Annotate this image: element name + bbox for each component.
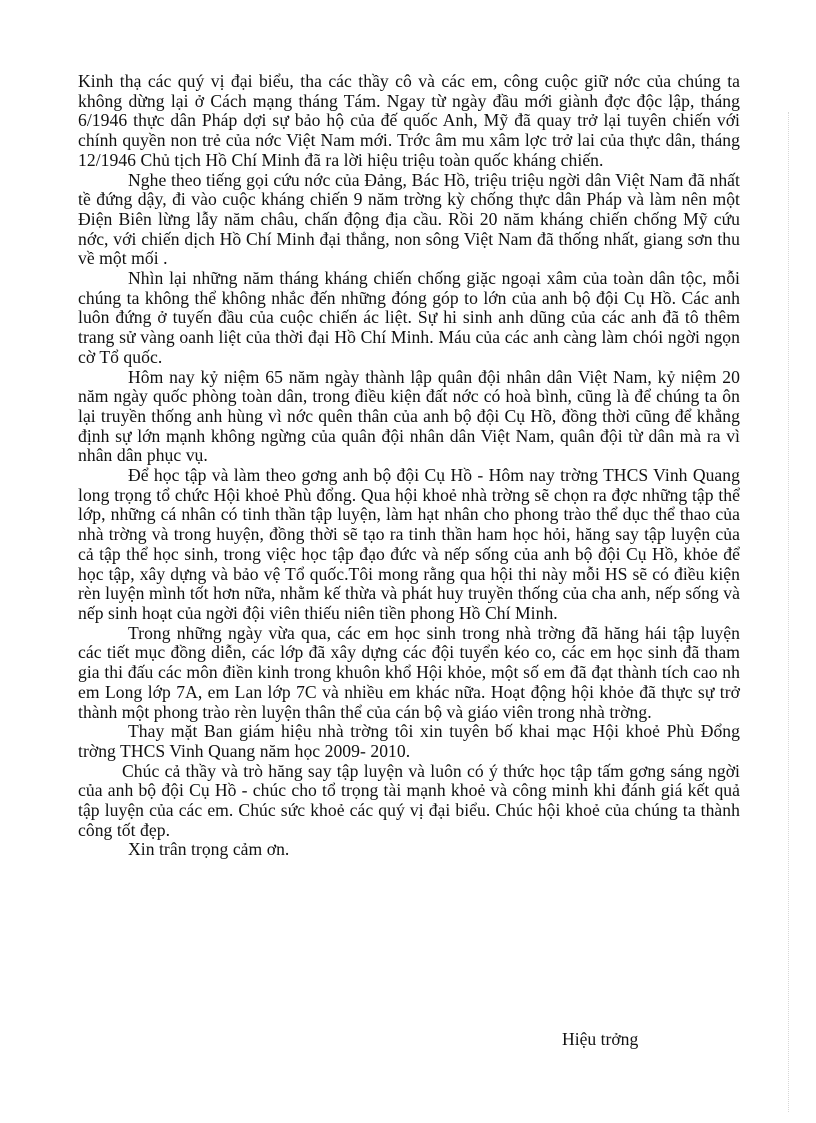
paragraph-training: Trong những ngày vừa qua, các em học sinh trong nhà trờng đã hăng hái tập luyện các tiết mục đồng diễn, các lớp đã xây dựng các đội tuyển kéo co, các em học sinh đã tham gia thi đấu các môn điền kinh trong khuôn khổ Hội khỏe, một số em đã đạt thành tích cao nh em Long lớp 7A, em Lan lớp 7C và nhiều em khác nữa. Hoạt động hội khỏe đã thực sự trở thành một phong trào rèn luyện thân thể của cán bộ và giáo viên trong nhà trờng.: [78, 622, 740, 722]
paragraph-sports-festival: Để học tập và làm theo gơng anh bộ đội Cụ Hồ - Hôm nay trờng THCS Vinh Quang long trọng tổ chức Hội khoẻ Phù đổng. Qua hội khoẻ nhà trờng sẽ chọn ra đợc những tập thể lớp, những cá nhân có tinh thần tập luyện, làm hạt nhân cho phong trào thể dục thể thao của nhà trờng và trong huyện, đồng thời sẽ tạo ra tinh thần ham học hỏi, hăng say tập luyện của cả tập thể học sinh, trong việc học tập đạo đức và nếp sống của anh bộ đội Cụ Hồ, khỏe để học tập, xây dựng và bảo vệ Tổ quốc.Tôi mong rằng qua hội thi này mỗi HS sẽ có điều kiện rèn luyện mình tốt hơn nữa, nhằm kế thừa và phát huy truyền thống của cha anh, nếp sống và nếp sinh hoạt của ngời đội viên thiếu niên tiền phong Hồ Chí Minh.: [78, 465, 740, 623]
paragraph-thanks: Xin trân trọng cảm ơn.: [128, 839, 290, 860]
speech-body: [78, 72, 740, 860]
paragraph-wishes: Chúc cả thầy và trò hăng say tập luyện và luôn có ý thức học tập tấm gơng sáng ngời của anh bộ đội Cụ Hồ - chúc cho tổ trọng tài mạnh khoẻ và công minh khi đánh giá kết quả tập luyện của các em. Chúc sức khoẻ các quý vị đại biểu. Chúc hội khoẻ của chúng ta thành công tốt đẹp.: [78, 760, 740, 840]
margin-dotted-line: [788, 112, 790, 1112]
paragraph-contributions: Nhìn lại những năm tháng kháng chiến chống giặc ngoại xâm của toàn dân tộc, mỗi chúng ta không thể không nhắc đến những đóng góp to lớn của anh bộ đội Cụ Hồ. Các anh luôn đứng ở tuyến đầu của cuộc chiến ác liệt. Sự hi sinh anh dũng của các anh đã tô thêm trang sử vàng oanh liệt của thời đại Hồ Chí Minh. Máu của các anh càng làm chói ngời ngọn cờ Tổ quốc.: [78, 268, 740, 367]
paragraph-greeting: Kinh thạ các quý vị đại biểu, tha các thầy cô và các em, công cuộc giữ nớc của chúng ta không dừng lại ở Cách mạng tháng Tám. Ngay từ ngày đầu mới giành đợc độc lập, tháng 6/1946 thực dân Pháp dợi sự bảo hộ của đế quốc Anh, Mỹ đã quay trở lại tuyên chiến với chính quyền non trẻ của nớc Việt Nam mới. Trớc âm mu xâm lợc trở lai của thực dân, tháng 12/1946 Chủ tịch Hồ Chí Minh đã ra lời hiệu triệu toàn quốc kháng chiến.: [78, 71, 740, 170]
signature-title: Hiệu trởng: [562, 1029, 639, 1049]
paragraph-anniversary: Hôm nay kỷ niệm 65 năm ngày thành lập quân đội nhân dân Việt Nam, kỷ niệm 20 năm ngày quốc phòng toàn dân, trong điều kiện đất nớc có hoà bình, cũng là để chúng ta ôn lại truyền thống anh hùng vì nớc quên thân của anh bộ đội Cụ Hồ, đồng thời cũng để khẳng định sự lớn mạnh không ngừng của quân đội nhân dân Việt Nam, quân đội từ dân mà ra vì nhân dân phục vụ.: [78, 366, 740, 466]
paragraph-opening-declaration: Thay mặt Ban giám hiệu nhà trờng tôi xin tuyên bố khai mạc Hội khoẻ Phù Đổng trờng THCS Vinh Quang năm học 2009- 2010.: [78, 721, 740, 761]
paragraph-resistance: Nghe theo tiếng gọi cứu nớc của Đảng, Bác Hồ, triệu triệu ngời dân Việt Nam đã nhất tề đứng dậy, đi vào cuộc kháng chiến 9 năm trờng kỳ chống thực dân Pháp và làm nên một Điện Biên lừng lẫy năm châu, chấn động địa cầu. Rồi 20 năm kháng chiến chống Mỹ cứu nớc, với chiến dịch Hồ Chí Minh đại thắng, non sông Việt Nam đã thống nhất, giang sơn thu về một mối .: [78, 169, 740, 269]
